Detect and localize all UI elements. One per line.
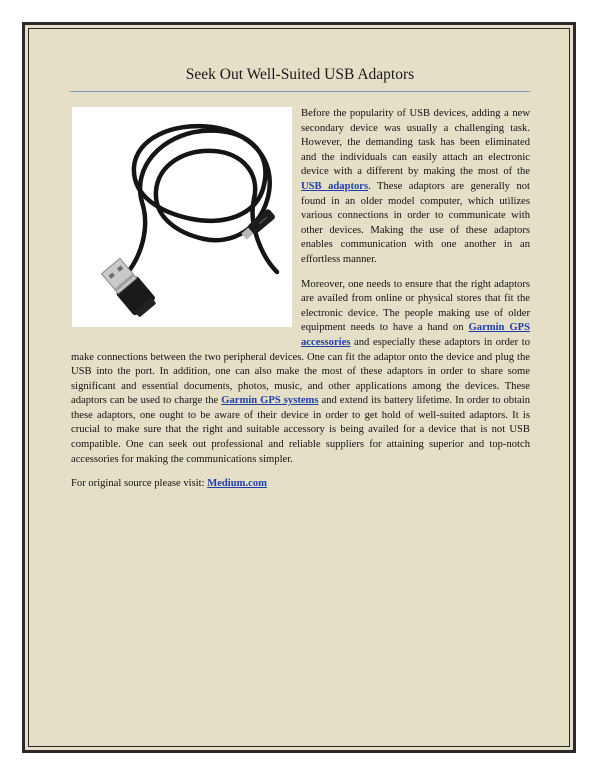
title-divider: [70, 91, 530, 92]
garmin-gps-accessories-link[interactable]: Garmin GPS accessories: [301, 322, 530, 348]
source-label: For original source please visit:: [71, 478, 208, 490]
article-body: [71, 107, 530, 502]
page-title: Seek Out Well-Suited USB Adaptors: [185, 66, 415, 83]
paragraph-1-text-a: Before the popularity of USB devices, adding a new secondary device was usually a challenging task. However, the demanding task has been eliminated and the individuals can easily attach an electronic device with a different by making the most of the: [301, 108, 530, 178]
paragraph-2-text-c: and extend its battery lifetime. In order to obtain these adaptors, one ought to be aware of their device in order to get hold of well-suited adaptors. It is crucial to make sure that the right and suitable accessory is being availed for a device that is not USB compatible. One can seek out professional and reliable suppliers for attaining superior and top-notch accessories for making the communications simpler.: [71, 395, 530, 465]
garmin-gps-systems-link[interactable]: Garmin GPS systems: [221, 395, 319, 407]
medium-source-link[interactable]: Medium.com: [207, 478, 267, 490]
image-float-spacer: [71, 107, 301, 344]
paragraph-2-text-b: and especially these adaptors in order to make connections between the two peripheral devices. One can fit the adaptor onto the device and plug the USB into the port. In addition, one can also make the most of these adaptors in order to share some significant and essential documents, photos, music, and other applications among the devices. These adaptors can be used to charge the: [71, 336, 530, 407]
usb-adaptors-link[interactable]: USB adaptors: [301, 180, 369, 192]
source-line: [71, 477, 530, 492]
paragraph-2-text-a: Moreover, one needs to ensure that the right adaptors are availed from online or physical stores that fit the electronic device. The people making use of older equipment needs to have a hand on: [301, 278, 530, 334]
paragraph-1-text-b: . These adaptors are generally not found in an older model computer, which utilizes various connections in order to communicate with other devices. Making the use of these adaptors enables communication with one another in an effortless manner.: [301, 180, 530, 265]
